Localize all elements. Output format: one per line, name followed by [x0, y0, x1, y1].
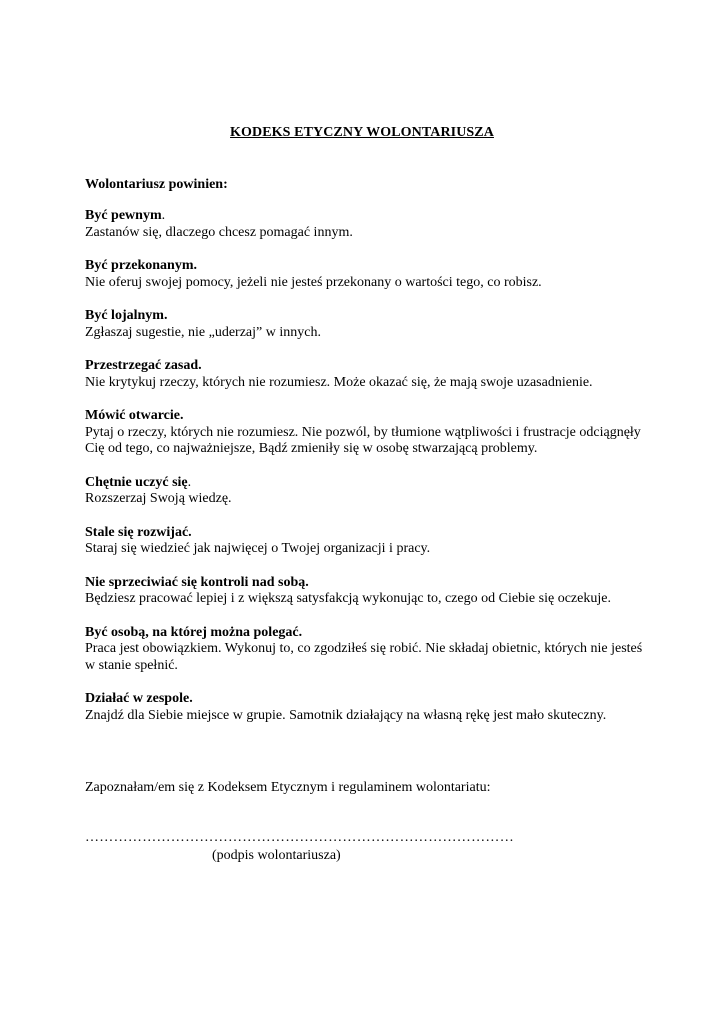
- rule-heading-text: Być pewnym: [85, 208, 162, 223]
- rule-heading-text: Mówić otwarcie.: [85, 408, 184, 423]
- rule-heading: [85, 208, 645, 225]
- rule-heading-text: Nie sprzeciwiać się kontroli nad sobą.: [85, 574, 309, 590]
- rule-heading-text: Stale się rozwijać.: [85, 524, 192, 540]
- signature-line: ………………………………………………………………………………: [85, 830, 514, 845]
- rule-heading: [85, 258, 645, 275]
- rule-body: Pytaj o rzeczy, których nie rozumiesz. Nie pozwól, by tłumione wątpliwości i frustracje odciągnęły Cię od tego, co najważniejsze, Bądź zmieniły się w osobę stwarzającą problemy.: [85, 424, 641, 456]
- rule-item: [85, 308, 645, 341]
- rule-heading-text: Działać w zespole.: [85, 691, 193, 706]
- rule-heading-text: Chętnie uczyć się: [85, 474, 188, 490]
- rule-heading: [85, 475, 645, 492]
- rule-heading: [85, 408, 645, 425]
- rule-heading: [85, 525, 645, 542]
- rule-heading-suffix: .: [161, 208, 166, 223]
- rule-body: Staraj się wiedzieć jak najwięcej o Twojej organizacji i pracy.: [85, 541, 431, 556]
- rule-item: [85, 575, 645, 608]
- rule-item: [85, 475, 645, 508]
- rule-body: Nie oferuj swojej pomocy, jeżeli nie jesteś przekonany o wartości tego, co robisz.: [85, 274, 542, 290]
- rule-heading: [85, 575, 645, 592]
- rule-heading-text: Być przekonanym.: [85, 258, 197, 273]
- rule-item: [85, 208, 645, 241]
- rule-body: Rozszerzaj Swoją wiedzę.: [85, 491, 232, 506]
- signature-label: (podpis wolontariusza): [212, 848, 341, 863]
- rule-heading: [85, 358, 645, 375]
- rule-item: [85, 525, 645, 558]
- rule-heading-text: Przestrzegać zasad.: [85, 358, 202, 373]
- rule-item: [85, 358, 645, 391]
- rule-body: Znajdź dla Siebie miejsce w grupie. Samotnik działający na własną rękę jest mało skuteczny.: [85, 707, 607, 723]
- rules-list: [85, 208, 645, 741]
- intro-heading: Wolontariusz powinien:: [85, 177, 228, 192]
- rule-heading-text: Być osobą, na której można polegać.: [85, 624, 303, 640]
- document-title: KODEKS ETYCZNY WOLONTARIUSZA: [230, 125, 494, 140]
- rule-item: [85, 691, 645, 724]
- rule-heading: [85, 691, 645, 708]
- rule-heading: [85, 625, 645, 642]
- rule-item: [85, 625, 645, 675]
- acknowledgement-text: Zapoznałam/em się z Kodeksem Etycznym i regulaminem wolontariatu:: [85, 780, 491, 795]
- rule-body: Nie krytykuj rzeczy, których nie rozumiesz. Może okazać się, że mają swoje uzasadnienie.: [85, 374, 593, 390]
- rule-item: [85, 408, 645, 458]
- rule-body: Zgłaszaj sugestie, nie „uderzaj” w innych.: [85, 324, 321, 340]
- rule-body: Zastanów się, dlaczego chcesz pomagać innym.: [85, 224, 353, 240]
- rule-body: Praca jest obowiązkiem. Wykonuj to, co zgodziłeś się robić. Nie składaj obietnic, których nie jesteś w stanie spełnić.: [85, 641, 643, 673]
- rule-body: Będziesz pracować lepiej i z większą satysfakcją wykonując to, czego od Ciebie się oczekuje.: [85, 591, 611, 606]
- rule-heading-suffix: .: [187, 474, 192, 490]
- rule-item: [85, 258, 645, 291]
- rule-heading: [85, 308, 645, 325]
- rule-heading-text: Być lojalnym.: [85, 308, 168, 323]
